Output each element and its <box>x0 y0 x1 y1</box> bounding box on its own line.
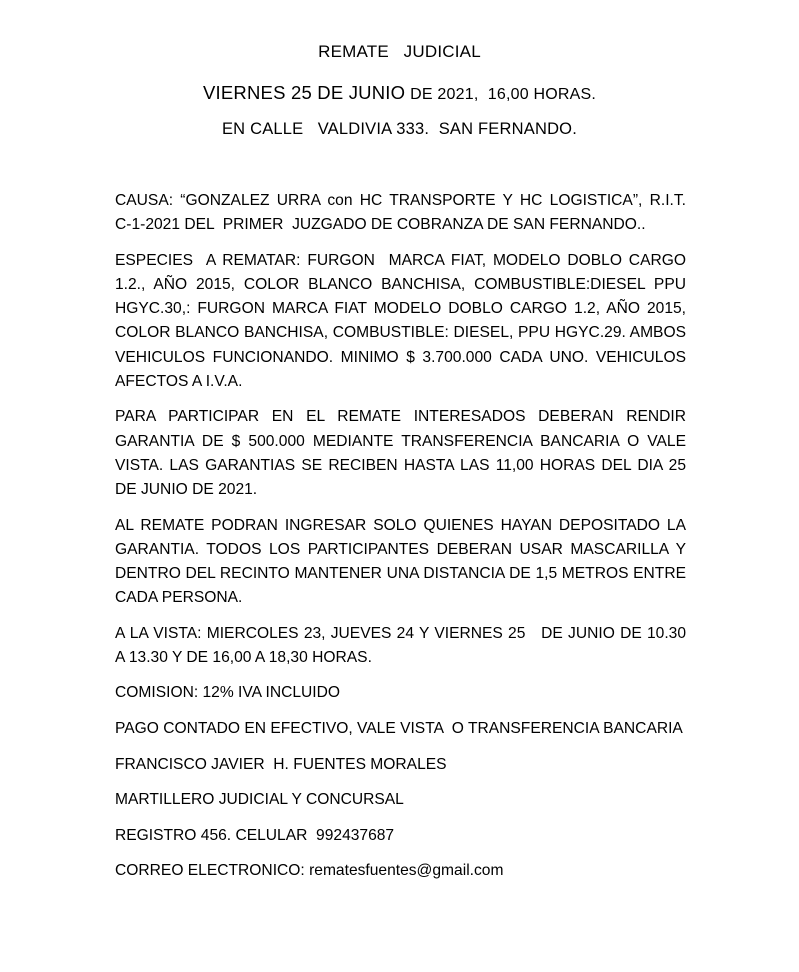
registro-line: REGISTRO 456. CELULAR 992437687 <box>115 826 395 844</box>
paragraph-ingreso: AL REMATE PODRAN INGRESAR SOLO QUIENES HAYAN DEPOSITADO LA GARANTIA. TODOS LOS PARTICIPANTES DEBERAN USAR MASCARILLA Y DENTRO DEL RECINTO MANTENER UNA DISTANCIA DE 1,5 METROS ENTRE CADA PERSONA. <box>115 516 686 607</box>
comision-line: COMISION: 12% IVA INCLUIDO <box>115 684 341 702</box>
notice-body <box>115 189 699 895</box>
paragraph-vista: A LA VISTA: MIERCOLES 23, JUEVES 24 Y VIERNES 25 DE JUNIO DE 10.30 A 13.30 Y DE 16,00 A 18,30 HORAS. <box>115 624 690 667</box>
auction-date-main: VIERNES 25 DE JUNIO <box>203 82 406 103</box>
auction-location: EN CALLE VALDIVIA 333. SAN FERNANDO. <box>221 120 578 138</box>
email-address[interactable]: rematesfuentes@gmail.com <box>309 862 504 880</box>
notice-title: REMATE JUDICIAL <box>318 42 481 61</box>
auction-date-rest: DE 2021, 16,00 HORAS. <box>410 86 596 103</box>
correo-label: CORREO ELECTRONICO: <box>115 862 310 880</box>
martillero-name: FRANCISCO JAVIER H. FUENTES MORALES <box>115 755 447 773</box>
auction-date <box>0 82 799 104</box>
pago-line: PAGO CONTADO EN EFECTIVO, VALE VISTA O TRANSFERENCIA BANCARIA <box>115 719 683 737</box>
correo-line <box>115 859 686 883</box>
paragraph-especies: ESPECIES A REMATAR: FURGON MARCA FIAT, MODELO DOBLO CARGO 1.2., AÑO 2015, COLOR BLANCO BANCHISA, COMBUSTIBLE:DIESEL PPU HGYC.30,: FURGON MARCA FIAT MODELO DOBLO CARGO 1.2, AÑO 2015, COLOR BLANCO BANCHISA, COMBUSTIBLE: DIESEL, PPU HGYC.29. AMBOS VEHICULOS FUNCIONANDO. MINIMO $ 3.700.000 CADA UNO. VEHICULOS AFECTOS A I.V.A. <box>115 251 691 391</box>
paragraph-causa: CAUSA: “GONZALEZ URRA con HC TRANSPORTE Y HC LOGISTICA”, R.I.T. C-1-2021 DEL PRIMER JUZGADO DE COBRANZA DE SAN FERNANDO.. <box>115 192 699 234</box>
paragraph-participar: PARA PARTICIPAR EN EL REMATE INTERESADOS DEBERAN RENDIR GARANTIA DE $ 500.000 MEDIANTE TRANSFERENCIA BANCARIA O VALE VISTA. LAS GARANTIAS SE RECIBEN HASTA LAS 11,00 HORAS DEL DIA 25 DE JUNIO DE 2021. <box>115 408 686 499</box>
martillero-title: MARTILLERO JUDICIAL Y CONCURSAL <box>115 791 404 809</box>
